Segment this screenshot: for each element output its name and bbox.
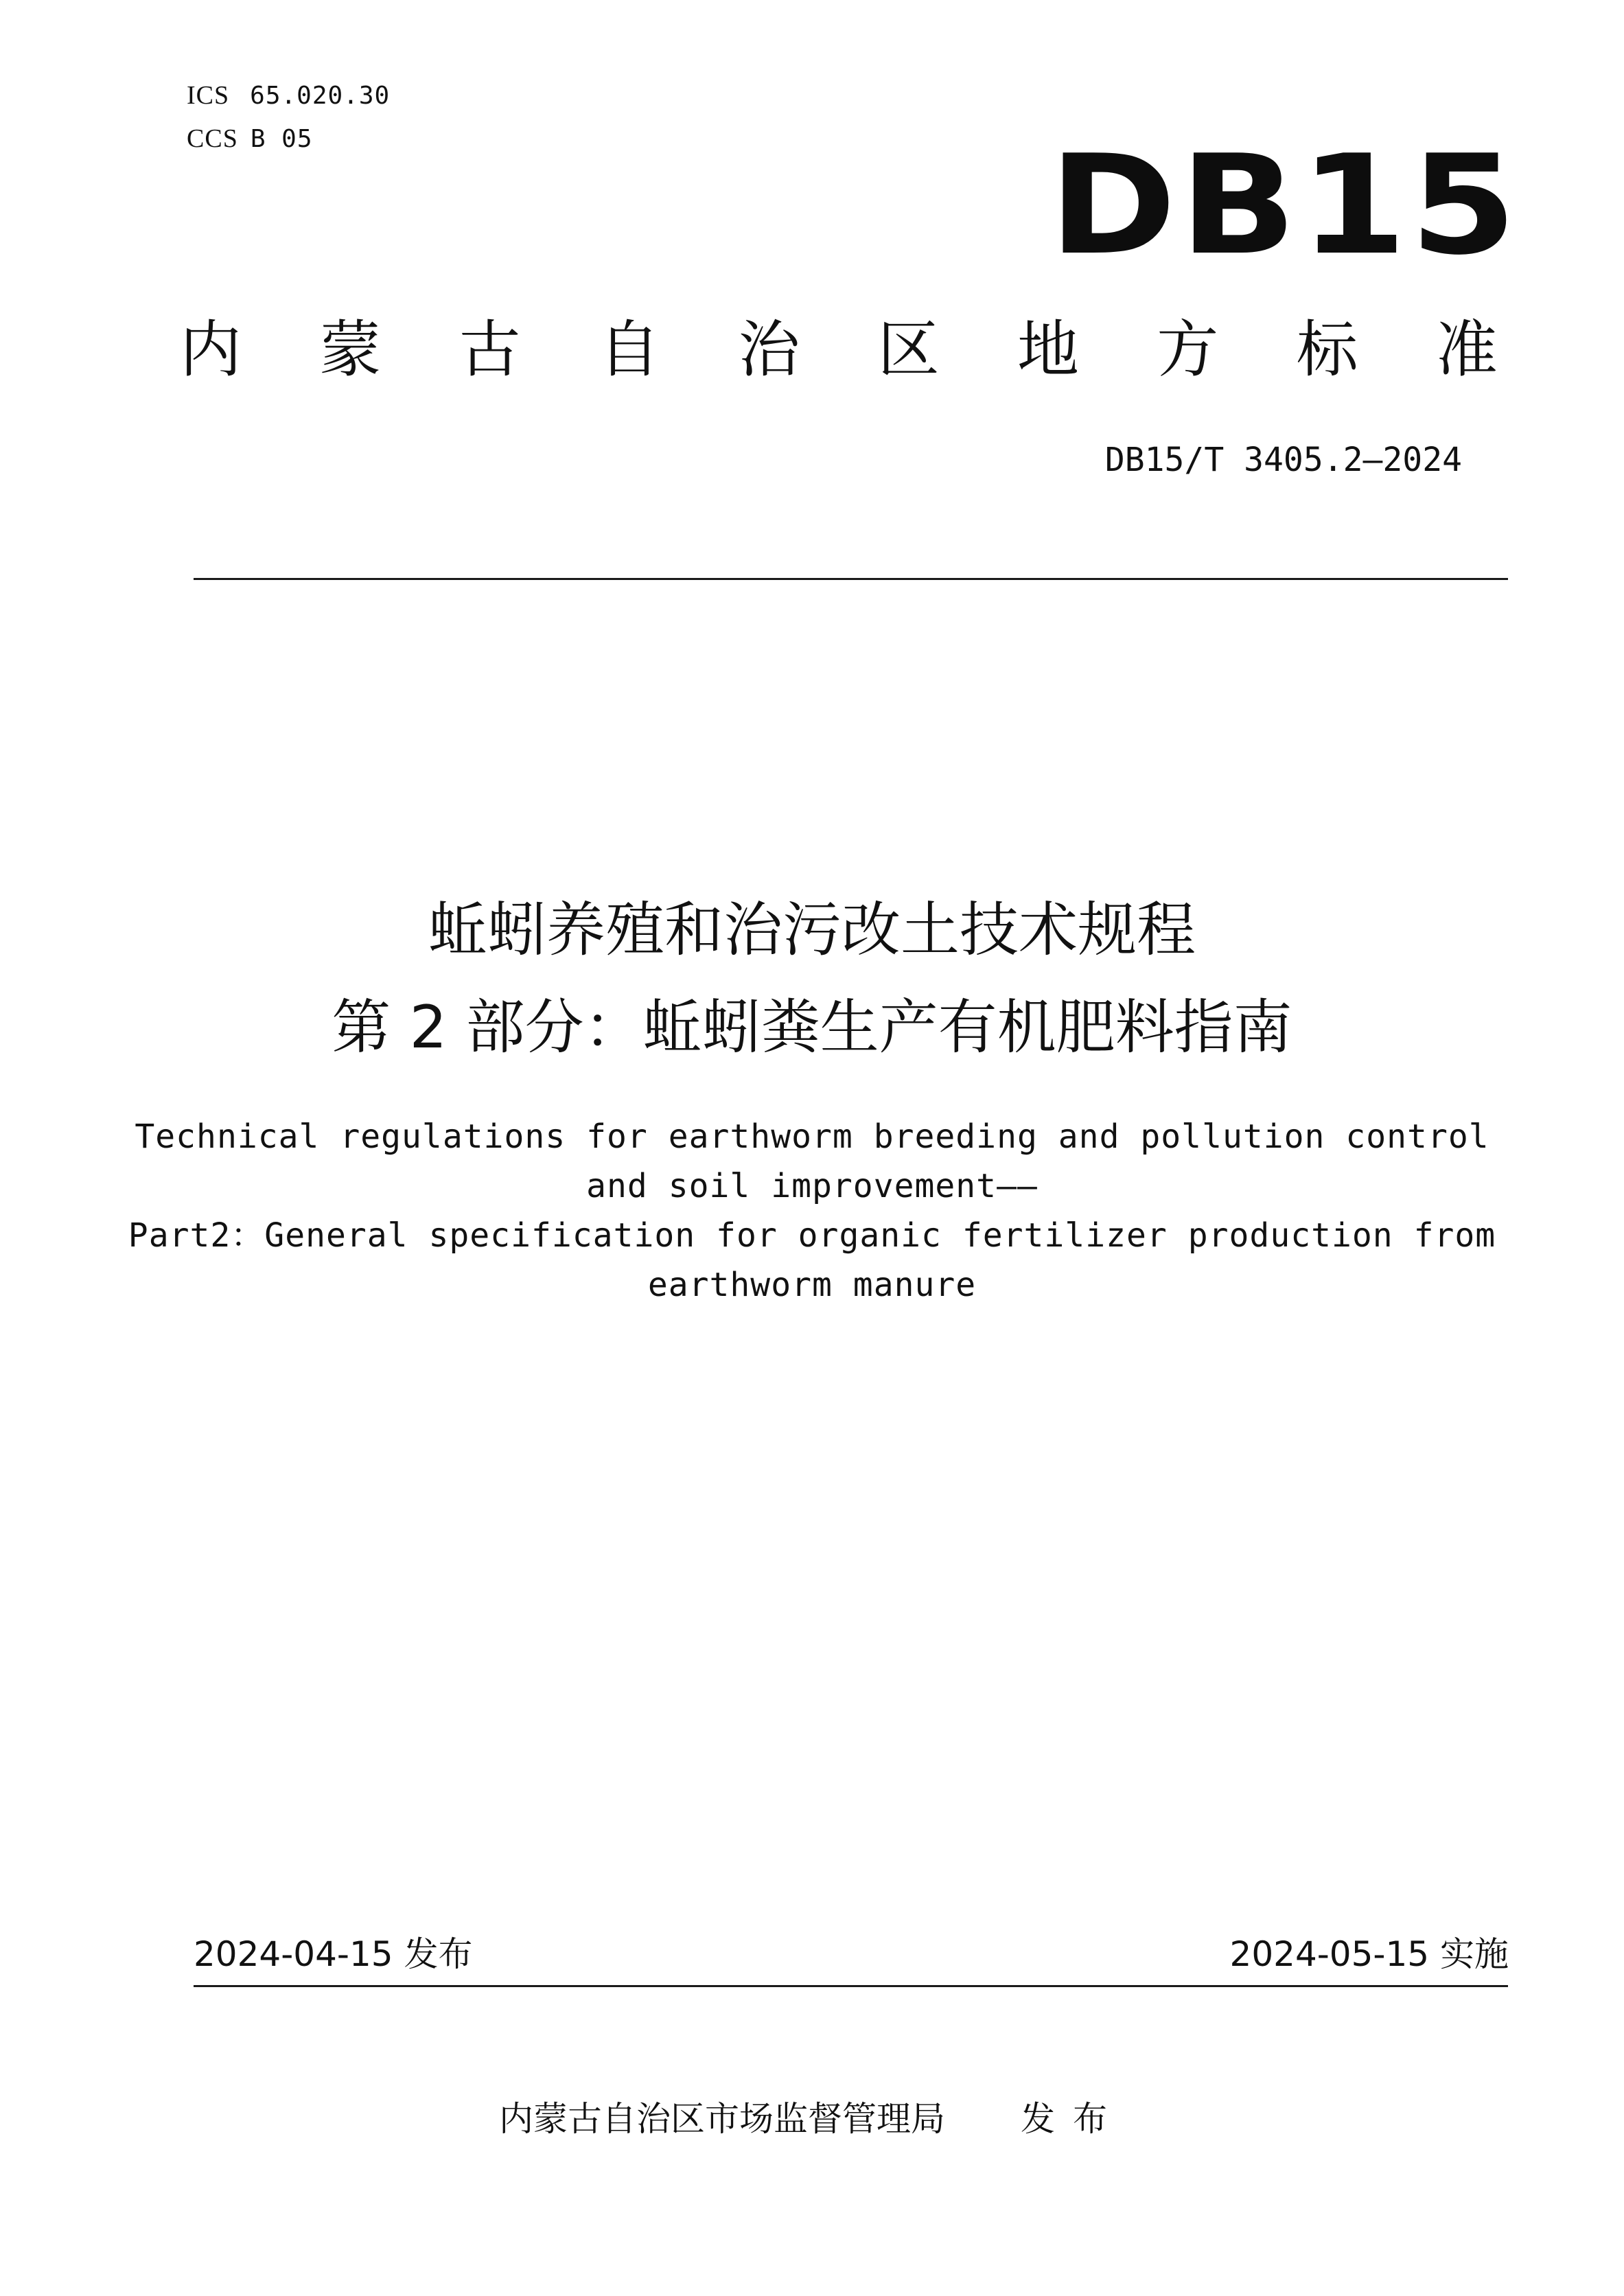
- ccs-code: [187, 117, 390, 161]
- standard-number: DB15/T 3405.2—2024: [1104, 441, 1462, 479]
- title-cn-line1: 蚯蚓养殖和治污改土技术规程: [428, 896, 1196, 964]
- ics-code: [187, 74, 390, 117]
- publisher-name: 内蒙古自治区市场监督管理局: [499, 2099, 945, 2139]
- heading-char: 标: [1296, 314, 1358, 386]
- heading-char: 自: [598, 314, 660, 386]
- bottom-divider: [194, 1985, 1508, 1987]
- publish-action: 发布: [1021, 2099, 1125, 2139]
- ics-value: 65.020.30: [250, 82, 391, 110]
- ics-label: ICS: [187, 81, 230, 110]
- title-en-line3: Part2：General specification for organic fertilizer production from: [128, 1216, 1496, 1255]
- classification-codes: [187, 74, 390, 161]
- heading-char: 蒙: [319, 314, 382, 386]
- heading-char: 区: [877, 314, 940, 386]
- title-en: [126, 1112, 1498, 1310]
- standard-category-heading: [180, 309, 1498, 391]
- title-en-line1: Technical regulations for earthworm breeding and pollution control: [135, 1117, 1489, 1156]
- title-en-line4: earthworm manure: [647, 1266, 977, 1304]
- heading-char: 准: [1435, 314, 1498, 386]
- release-date: 2024-04-15 发布: [194, 1934, 473, 1974]
- heading-char: 地: [1017, 314, 1079, 386]
- top-divider: [194, 578, 1508, 580]
- heading-char: 治: [738, 314, 800, 386]
- ccs-label: CCS: [187, 124, 238, 153]
- title-en-line2: and soil improvement——: [586, 1167, 1038, 1205]
- standard-mark: DB15: [1049, 126, 1520, 286]
- heading-char: 古: [459, 314, 521, 386]
- ccs-value: B 05: [250, 125, 313, 153]
- implementation-date: 2024-05-15 实施: [1229, 1934, 1509, 1974]
- publisher-line: [0, 2095, 1624, 2143]
- heading-char: 内: [180, 314, 242, 386]
- title-cn-line2: 第 2 部分：蚯蚓粪生产有机肥料指南: [332, 993, 1292, 1062]
- heading-char: 方: [1157, 314, 1219, 386]
